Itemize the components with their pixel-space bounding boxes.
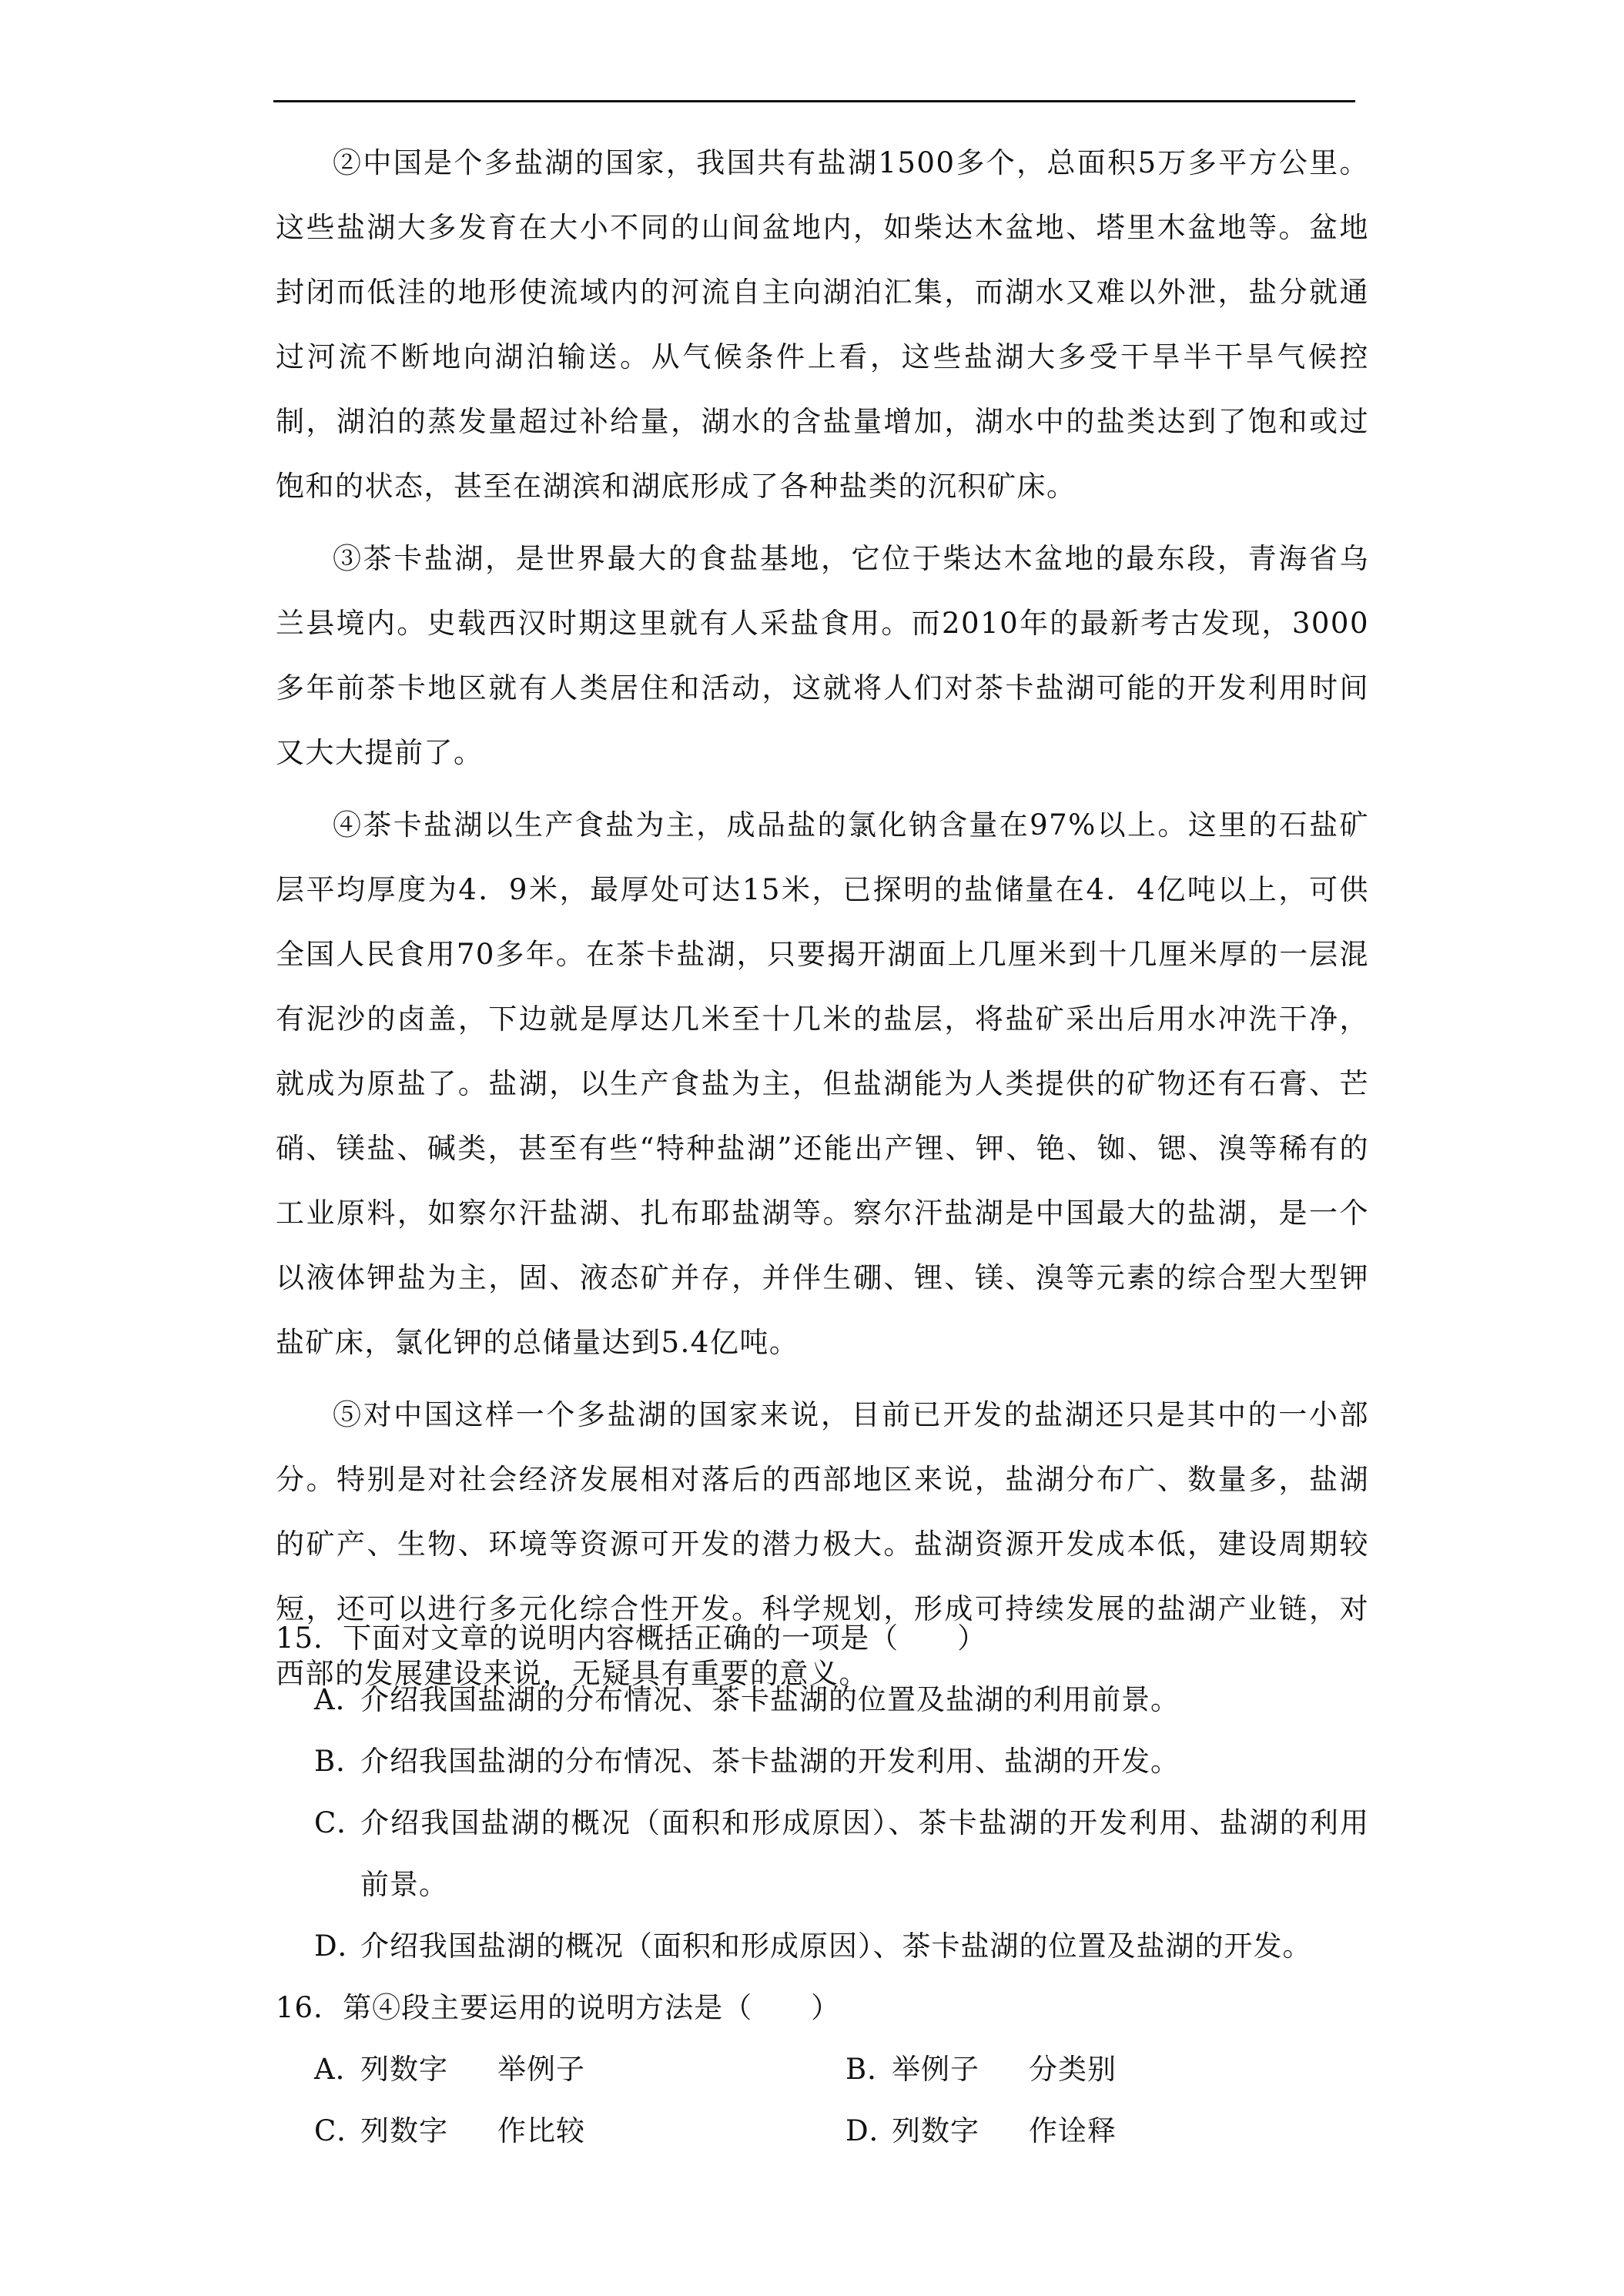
option-letter: B．	[845, 2053, 897, 2086]
option-letter: B．	[314, 1745, 366, 1778]
option-method-2: 作诠释	[1029, 2114, 1117, 2147]
option-text: 介绍我国盐湖的分布情况、茶卡盐湖的位置及盐湖的利用前景。	[360, 1683, 1180, 1716]
option-method-1: 举例子	[892, 2053, 979, 2086]
reading-passage	[276, 131, 1369, 1714]
option-letter: C．	[314, 1806, 367, 1839]
question-15-option-d[interactable]	[276, 1916, 1369, 1977]
question-15	[276, 1608, 1369, 1977]
option-text: 介绍我国盐湖的概况（面积和形成原因）、茶卡盐湖的开发利用、盐湖的利用前景。	[360, 1806, 1369, 1901]
question-15-option-a[interactable]	[276, 1669, 1369, 1731]
question-16-option-a[interactable]	[314, 2039, 845, 2100]
question-15-stem: 15．下面对文章的说明内容概括正确的一项是（ ）	[276, 1622, 987, 1655]
question-16	[276, 1977, 1369, 2162]
option-letter: A．	[314, 2053, 365, 2086]
option-method-2: 分类别	[1029, 2053, 1117, 2086]
option-method-2: 作比较	[497, 2114, 585, 2147]
option-method-1: 列数字	[360, 2114, 448, 2147]
header-rule	[273, 100, 1355, 102]
paragraph-5: ⑤对中国这样一个多盐湖的国家来说，目前已开发的盐湖还只是其中的一小部分。特别是对社会经济发展相对落后的西部地区来说，盐湖分布广、数量多，盐湖的矿产、生物、环境等资源可开发的潜力极大。盐湖资源开发成本低，建设周期较短，还可以进行多元化综合性开发。科学规划，形成可持续发展的盐湖产业链，对西部的发展建设来说，无疑具有重要的意义。	[276, 1398, 1369, 1690]
option-method-2: 举例子	[497, 2053, 585, 2086]
question-16-option-b[interactable]	[845, 2039, 1377, 2100]
question-15-option-b[interactable]	[276, 1731, 1369, 1792]
option-method-1: 列数字	[360, 2053, 448, 2086]
question-16-option-d[interactable]	[845, 2100, 1377, 2162]
paragraph-3: ③茶卡盐湖，是世界最大的食盐基地，它位于柴达木盆地的最东段，青海省乌兰县境内。史载西汉时期这里就有人采盐食用。而2010年的最新考古发现，3000多年前茶卡地区就有人类居住和活动，这就将人们对茶卡盐湖可能的开发利用时间又大大提前了。	[276, 542, 1369, 769]
question-16-options	[276, 2039, 1369, 2162]
option-letter: A．	[314, 1683, 365, 1716]
question-16-stem: 16．第④段主要运用的说明方法是（ ）	[276, 1991, 841, 2024]
option-letter: C．	[314, 2114, 367, 2147]
option-text: 介绍我国盐湖的分布情况、茶卡盐湖的开发利用、盐湖的开发。	[360, 1745, 1180, 1778]
option-method-1: 列数字	[892, 2114, 979, 2147]
option-letter: D．	[845, 2114, 899, 2147]
question-16-option-c[interactable]	[314, 2100, 845, 2162]
option-letter: D．	[314, 1930, 367, 1963]
option-text: 介绍我国盐湖的概况（面积和形成原因）、茶卡盐湖的位置及盐湖的开发。	[360, 1930, 1312, 1963]
paragraph-2: ②中国是个多盐湖的国家，我国共有盐湖1500多个，总面积5万多平方公里。这些盐湖大多发育在大小不同的山间盆地内，如柴达木盆地、塔里木盆地等。盆地封闭而低洼的地形使流域内的河流自主向湖泊汇集，而湖水又难以外泄，盐分就通过河流不断地向湖泊输送。从气候条件上看，这些盐湖大多受干旱半干旱气候控制，湖泊的蒸发量超过补给量，湖水的含盐量增加，湖水中的盐类达到了饱和或过饱和的状态，甚至在湖滨和湖底形成了各种盐类的沉积矿床。	[276, 146, 1369, 503]
question-15-option-c[interactable]	[276, 1792, 1369, 1916]
question-section	[276, 1608, 1369, 2162]
paragraph-4: ④茶卡盐湖以生产食盐为主，成品盐的氯化钠含量在97%以上。这里的石盐矿层平均厚度为4．9米，最厚处可达15米，已探明的盐储量在4．4亿吨以上，可供全国人民食用70多年。在茶卡盐湖，只要揭开湖面上几厘米到十几厘米厚的一层混有泥沙的卤盖，下边就是厚达几米至十几米的盐层，将盐矿采出后用水冲洗干净，就成为原盐了。盐湖，以生产食盐为主，但盐湖能为人类提供的矿物还有石膏、芒硝、镁盐、碱类，甚至有些“特种盐湖”还能出产锂、钾、铯、铷、锶、溴等稀有的工业原料，如察尔汗盐湖、扎布耶盐湖等。察尔汗盐湖是中国最大的盐湖，是一个以液体钾盐为主，固、液态矿并存，并伴生硼、锂、镁、溴等元素的综合型大型钾盐矿床，氯化钾的总储量达到5.4亿吨。	[276, 808, 1369, 1359]
